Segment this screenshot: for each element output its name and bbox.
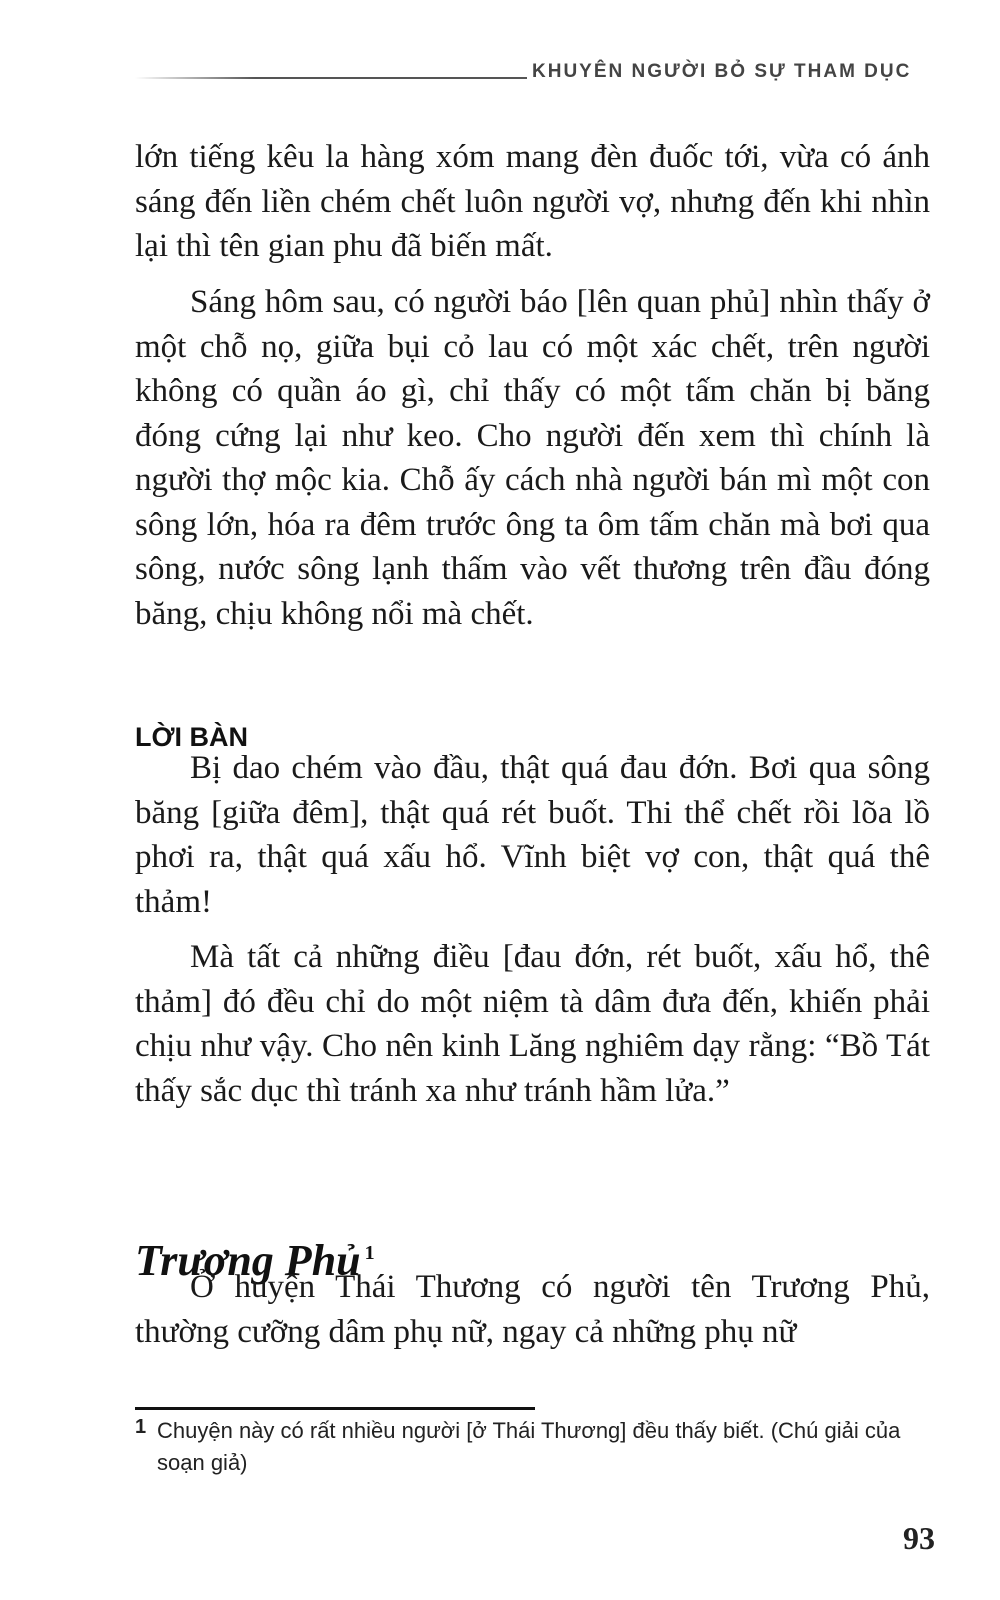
paragraph-5: Ở huyện Thái Thương có người tên Trương Phủ, thường cưỡng dâm phụ nữ, ngay cả những phụ nữ xyxy=(135,1269,930,1350)
paragraph-2: Sáng hôm sau, có người báo [lên quan phủ] nhìn thấy ở một chỗ nọ, giữa bụi cỏ lau có một xác chết, trên người không có quần áo gì, chỉ thấy có một tấm chăn bị băng đóng cứng lại như keo. Cho người đến xem thì chính là người thợ mộc kia. Chỗ ấy cách nhà người bán mì một con sông lớn, hóa ra đêm trước ông ta ôm tấm chăn mà bơi qua sông, nước sông lạnh thấm vào vết thương trên đầu đóng băng, chịu không nổi mà chết. xyxy=(135,284,930,632)
section-heading: LỜI BÀN xyxy=(135,722,249,752)
footnote-text: Chuyện này có rất nhiều người [ở Thái Thương] đều thấy biết. (Chú giải của soạn giả) xyxy=(157,1418,901,1475)
paragraph-3: Bị dao chém vào đầu, thật quá đau đớn. Bơi qua sông băng [giữa đêm], thật quá rét buốt. Thi thể chết rồi lõa lồ phơi ra, thật quá xấu hổ. Vĩnh biệt vợ con, thật quá thê thảm! xyxy=(135,750,930,920)
page-number: 93 xyxy=(903,1520,935,1556)
footnote xyxy=(135,1415,935,1479)
header-rule-fade xyxy=(135,77,255,79)
story-title-text: Trương Phủ xyxy=(135,1236,361,1285)
footnote-reference: 1 xyxy=(364,1242,375,1265)
footnote-mark: 1 xyxy=(135,1416,147,1438)
footnote-rule xyxy=(135,1407,535,1410)
paragraph-1: lớn tiếng kêu la hàng xóm mang đèn đuốc tới, vừa có ánh sáng đến liền chém chết luôn người vợ, nhưng đến khi nhìn lại thì tên gian phu đã biến mất. xyxy=(135,139,930,264)
paragraph-4: Mà tất cả những điều [đau đớn, rét buốt, xấu hổ, thê thảm] đó đều chỉ do một niệm tà dâm đưa đến, khiến phải chịu như vậy. Cho nên kinh Lăng nghiêm dạy rằng: “Bồ Tát thấy sắc dục thì tránh xa như tránh hầm lửa.” xyxy=(135,939,930,1109)
running-head: KHUYÊN NGƯỜI BỎ SỰ THAM DỤC xyxy=(532,61,912,82)
